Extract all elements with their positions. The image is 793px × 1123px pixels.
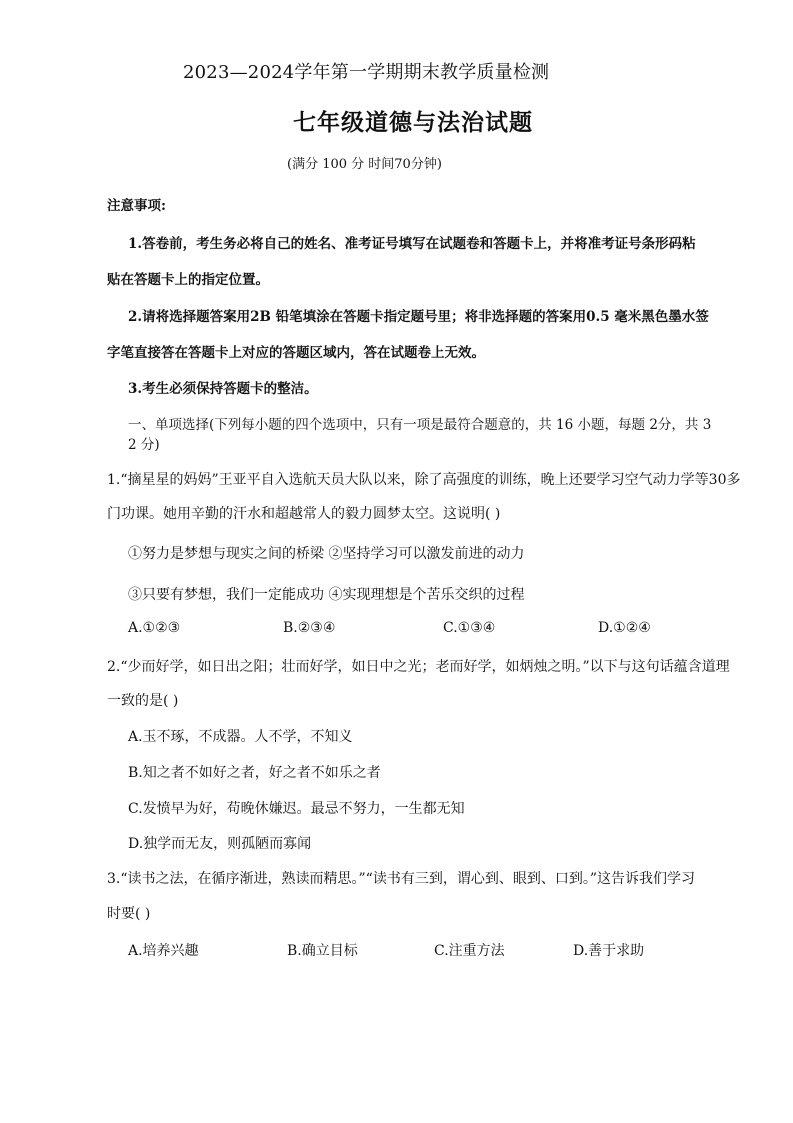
question-3-option-a: A.培养兴趣 — [128, 943, 199, 959]
question-3-option-c: C.注重方法 — [434, 943, 505, 959]
notice-item-3: 3.考生必须保持答题卡的整洁。 — [128, 381, 318, 397]
question-2-option-d: D.独学而无友，则孤陋而寡闻 — [128, 836, 312, 852]
section-1-heading-line-2: 2 分) — [128, 437, 160, 453]
question-2-option-b: B.知之者不如好之者，好之者不如乐之者 — [128, 765, 381, 781]
question-1-option-c: C.①③④ — [443, 620, 496, 636]
section-1-heading-line-1: 一、单项选择(下列每小题的四个选项中，只有一项是最符合题意的，共 16 小题，每题 2分，共 3 — [128, 417, 712, 433]
question-3-option-d: D.善于求助 — [573, 943, 645, 959]
question-1-option-a: A.①②③ — [128, 620, 181, 636]
notice-item-2-line-2: 字笔直接答在答题卡上对应的答题区域内，答在试题卷上无效。 — [107, 345, 485, 361]
notice-item-1-line-1: 1.答卷前，考生务必将自己的姓名、准考证号填写在试题卷和答题卡上，并将准考证号条形码粘 — [128, 236, 696, 252]
question-2-line-1: 2.“少而好学，如日出之阳；壮而好学，如日中之光；老而好学，如炳烛之明。”以下与这句话蕴含道理 — [107, 659, 730, 675]
question-1-line-2: 门功课。她用辛勤的汗水和超越常人的毅力圆梦太空。这说明( ) — [107, 506, 501, 522]
question-3-line-1: 3.“读书之法，在循序渐进，熟读而精思。”“读书有三到，谓心到、眼到、口到。”这告诉我们学习 — [107, 871, 695, 887]
question-1-option-d: D.①②④ — [598, 620, 651, 636]
question-1-option-b: B.②③④ — [283, 620, 336, 636]
question-1-line-1: 1.“摘星星的妈妈”王亚平自入选航天员大队以来，除了高强度的训练，晚上还要学习空气动力学等30多 — [107, 472, 741, 488]
question-2-option-c: C.发愤早为好，苟晚休嫌迟。最忌不努力，一生都无知 — [128, 801, 465, 817]
question-1-statements-line-2: ③只要有梦想，我们一定能成功 ④实现理想是个苦乐交织的过程 — [128, 587, 525, 603]
question-1-statements-line-1: ①努力是梦想与现实之间的桥梁 ②坚持学习可以激发前进的动力 — [128, 546, 525, 562]
question-2-option-a: A.玉不琢，不成器。人不学，不知义 — [128, 729, 353, 745]
exam-subtitle: (满分 100 分 时间70分钟) — [287, 157, 442, 172]
exam-title: 七年级道德与法治试题 — [293, 109, 533, 136]
question-2-line-2: 一致的是( ) — [107, 693, 179, 709]
notice-item-1-line-2: 贴在答题卡上的指定位置。 — [107, 272, 269, 288]
notice-title: 注意事项: — [107, 198, 166, 214]
question-3-option-b: B.确立目标 — [287, 943, 358, 959]
notice-item-2-line-1: 2.请将选择题答案用2B 铅笔填涂在答题卡指定题号里；将非选择题的答案用0.5 毫米黑色墨水签 — [128, 309, 709, 325]
question-3-line-2: 时要( ) — [107, 906, 151, 922]
exam-header: 2023—2024学年第一学期期末教学质量检测 — [183, 62, 550, 83]
